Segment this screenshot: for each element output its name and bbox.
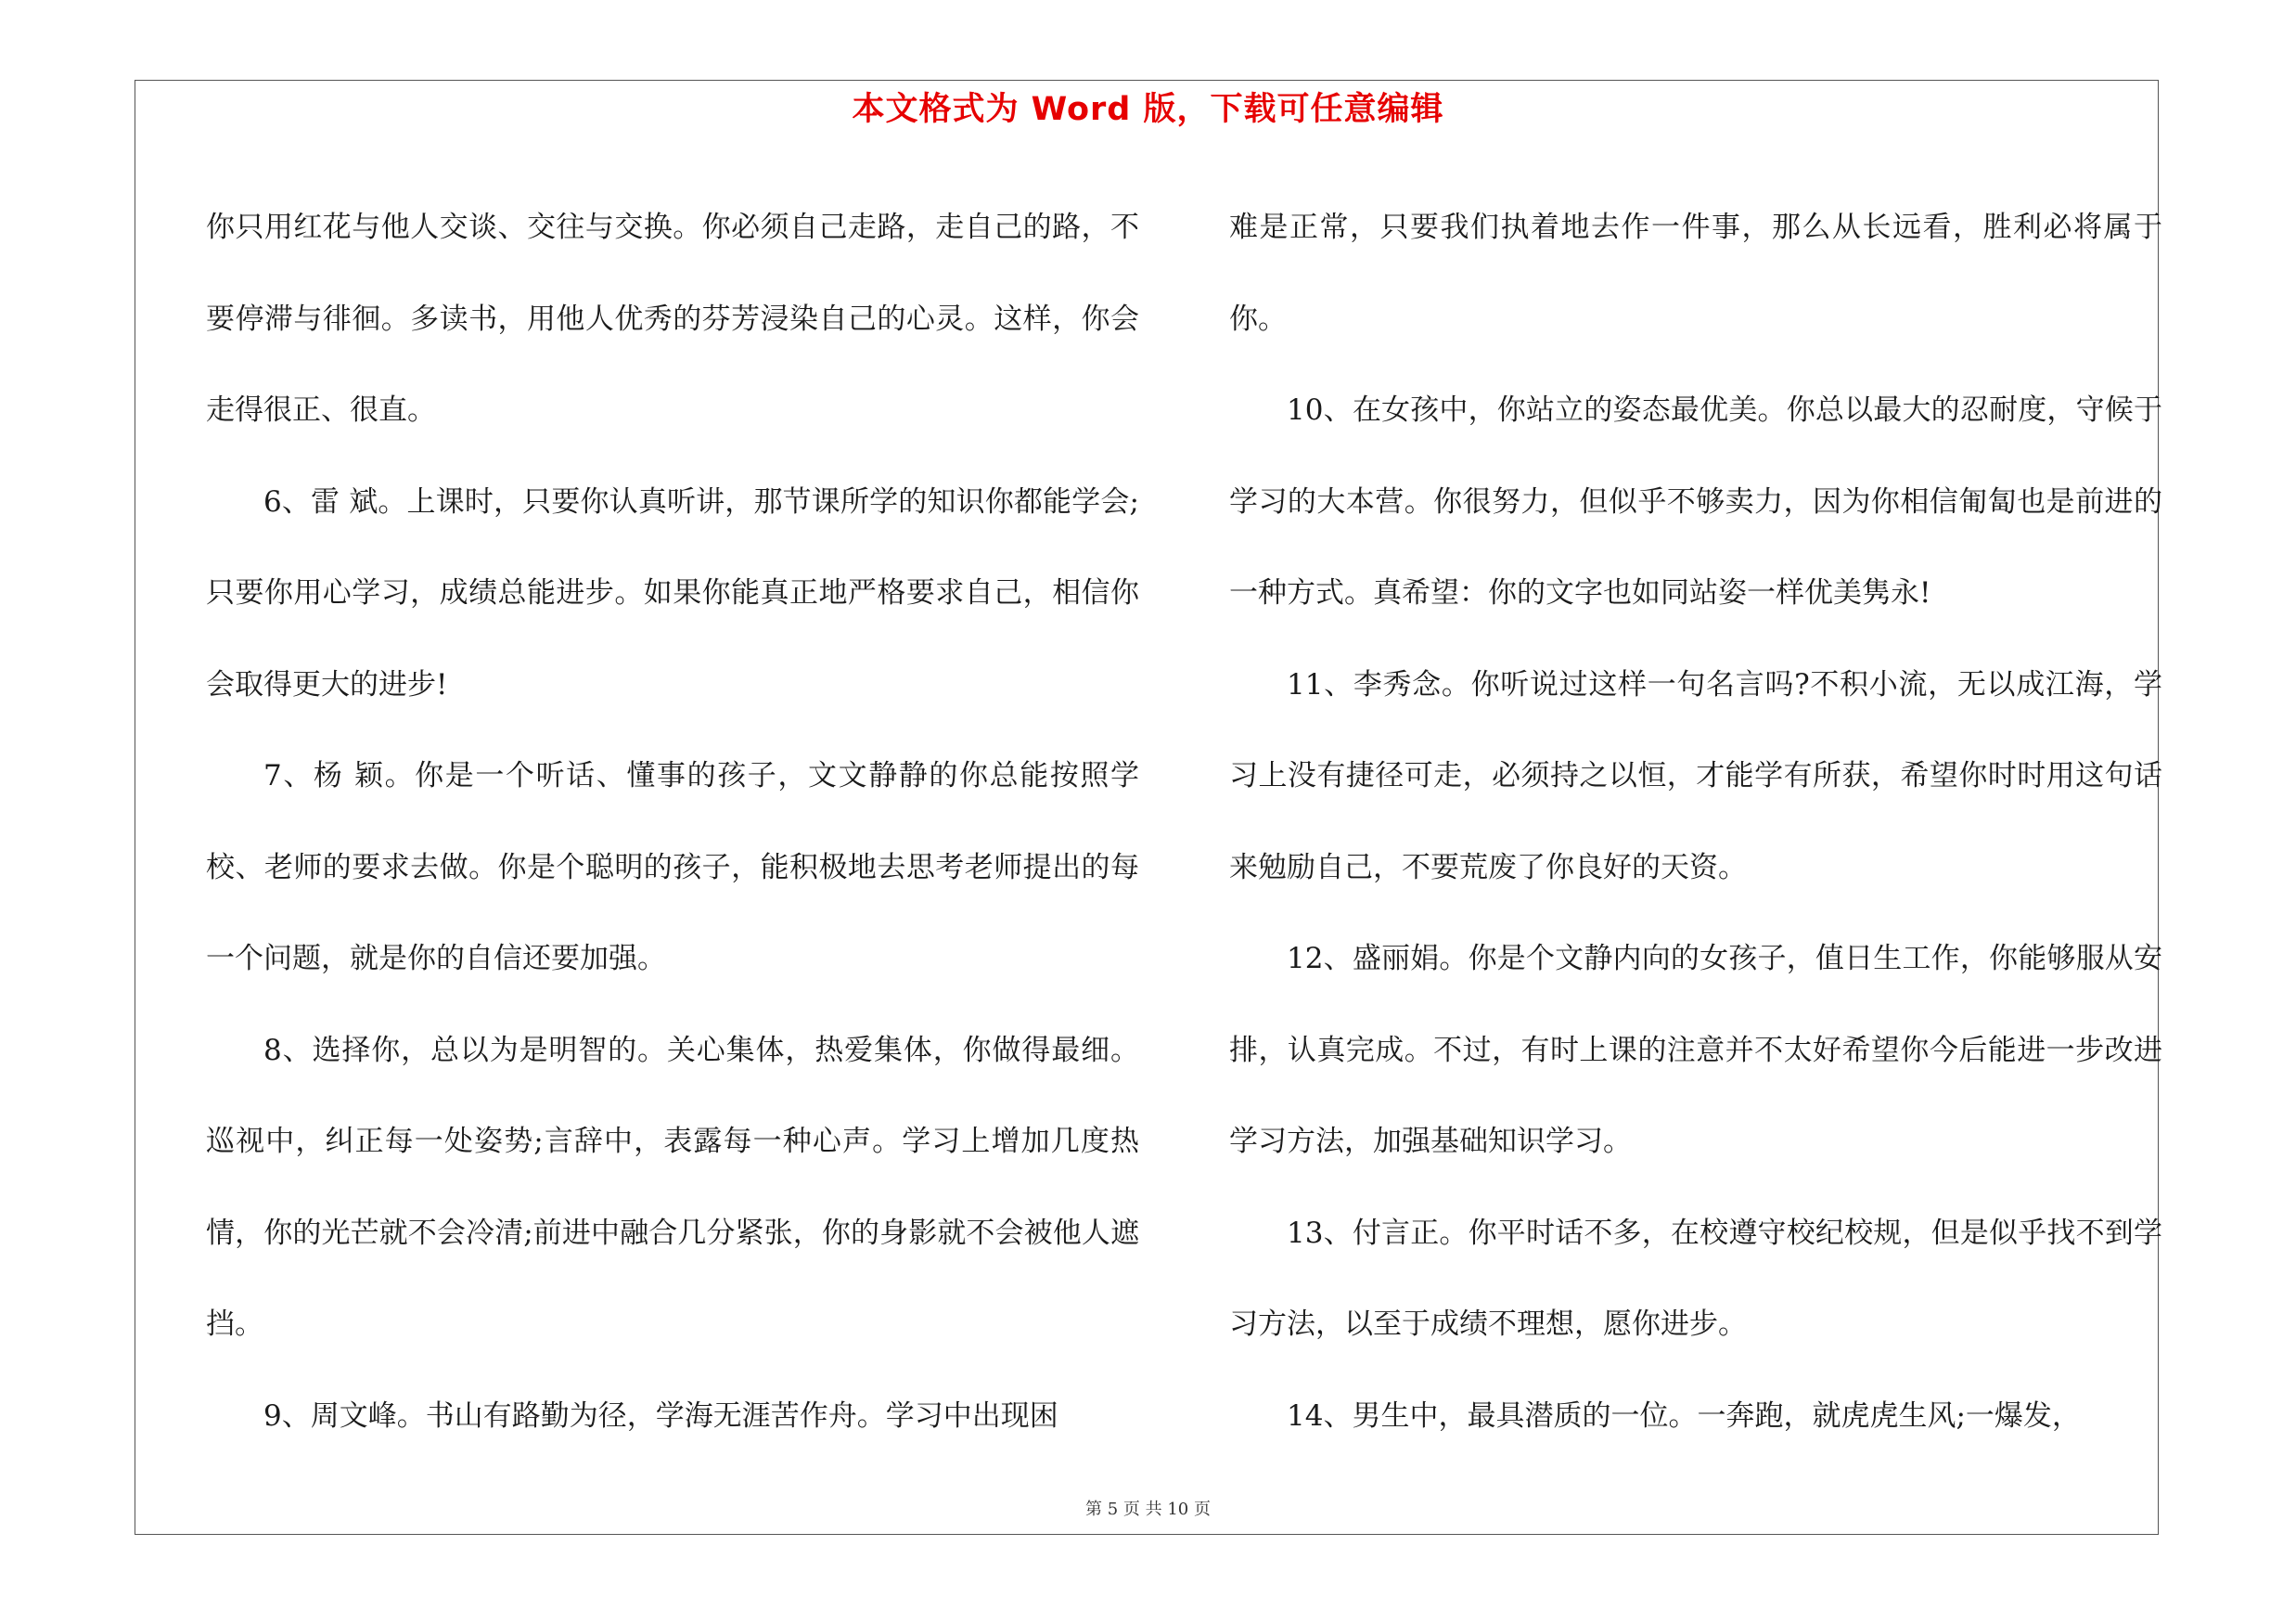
- paragraph: 13、付言正。你平时话不多，在校遵守校纪校规，但是似乎找不到学习方法，以至于成绩不理想，愿你进步。: [1229, 1216, 2162, 1341]
- paragraph: 你只用红花与他人交谈、交往与交换。你必须自己走路，走自己的路，不要停滞与徘徊。多读书，用他人优秀的芬芳浸染自己的心灵。这样，你会走得很正、很直。: [206, 211, 1139, 427]
- paragraph: 8、选择你，总以为是明智的。关心集体，热爱集体，你做得最细。巡视中，纠正每一处姿势;言辞中，表露每一种心声。学习上增加几度热情，你的光芒就不会冷清;前进中融合几分紧张，你的身影就不会被他人遮挡。: [206, 1033, 1139, 1341]
- paragraph: 12、盛丽娟。你是个文静内向的女孩子，值日生工作，你能够服从安排，认真完成。不过，有时上课的注意并不太好希望你今后能进一步改进学习方法，加强基础知识学习。: [1229, 942, 2162, 1158]
- paragraph: 11、李秀念。你听说过这样一句名言吗?不积小流，无以成江海，学习上没有捷径可走，必须持之以恒，才能学有所获，希望你时时用这句话来勉励自己，不要荒废了你良好的天资。: [1229, 667, 2162, 884]
- paragraph: 14、男生中，最具潜质的一位。一奔跑，就虎虎生风;一爆发，: [1287, 1398, 2081, 1433]
- right-column: [1229, 182, 2162, 1462]
- paragraph: 难是正常，只要我们执着地去作一件事，那么从长远看，胜利必将属于你。: [1229, 211, 2162, 336]
- page-number: 第 5 页 共 10 页: [1085, 1500, 1211, 1519]
- paragraph: 6、雷 斌。上课时，只要你认真听讲，那节课所学的知识你都能学会;只要你用心学习，成绩总能进步。如果你能真正地严格要求自己，相信你会取得更大的进步!: [206, 484, 1139, 702]
- paragraph: 9、周文峰。书山有路勤为径，学海无涯苦作舟。学习中出现困: [263, 1398, 1058, 1433]
- paragraph: 7、杨 颖。你是一个听话、懂事的孩子，文文静静的你总能按照学校、老师的要求去做。你是个聪明的孩子，能积极地去思考老师提出的每一个问题，就是你的自信还要加强。: [206, 759, 1139, 975]
- left-column: [206, 182, 1139, 1462]
- format-banner: 本文格式为 Word 版，下载可任意编辑: [852, 91, 1444, 128]
- paragraph: 10、在女孩中，你站立的姿态最优美。你总以最大的忍耐度，守候于学习的大本营。你很努力，但似乎不够卖力，因为你相信匍匐也是前进的一种方式。真希望：你的文字也如同站姿一样优美隽永!: [1229, 393, 2162, 610]
